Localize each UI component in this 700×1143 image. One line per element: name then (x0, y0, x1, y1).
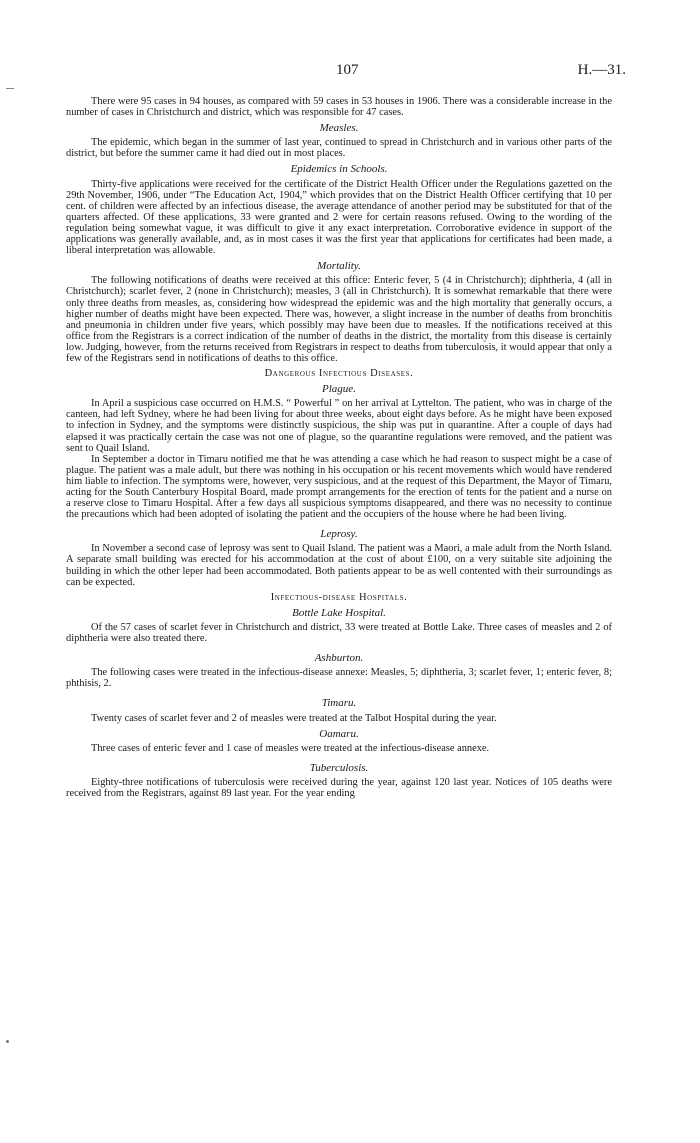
paragraph: In November a second case of leprosy was sent to Quail Island. The patient was a Maori, a male adult from the North Island. A separate small building was erected for his accommodation at the cost of about £100, on a very suitable site adjoining the building in which the other leper had been accommodated. Both patients appear to be as well contented with their surroundings as can be expected. (66, 543, 612, 588)
paragraph: The following cases were treated in the infectious-disease annexe: Measles, 5; diphtheria, 3; scarlet fever, 1; enteric fever, 8; phthisis, 2. (66, 667, 612, 690)
section-heading-measles: Measles. (319, 122, 359, 135)
paragraph: The epidemic, which began in the summer of last year, continued to spread in Christchurch and in various other parts of the district, but before the summer came it had died out in most places. (66, 137, 612, 160)
section-heading-plague: Plague. (322, 383, 356, 396)
section-heading-tuberculosis: Tuberculosis. (309, 761, 369, 774)
margin-mark (6, 88, 14, 89)
document-reference: H.—31. (577, 62, 626, 78)
paragraph: The following notifications of deaths were received at this office: Enteric fever, 5 (4 in Christchurch); diphtheria, 4 (all in Christchurch); scarlet fever, 2 (none in Christchurch); measles, 3 (all in Christchurch). It is somewhat remarkable that there were only three deaths from measles, as, considering how widespread the epidemic was and the high mortality that generally occurs, a higher number of deaths might have been expected. There was, however, a slight increase in the number of deaths from bronchitis and pneumonia in children under five years, which possibly may have been due to measles. If the notifications received at this office from the Registrars is a correct indication of the number of deaths in the district, the mortality from this disease is certainly low. Judging, however, from the returns received from Registrars in respect to deaths from tuberculosis, it would appear that only a few of the Registrars send in notifications of deaths to this office. (66, 275, 612, 364)
document-body (66, 96, 612, 799)
section-heading-hospitals: Infectious-disease Hospitals. (270, 591, 408, 603)
paragraph: There were 95 cases in 94 houses, as compared with 59 cases in 53 houses in 1906. There was a considerable increase in the number of cases in Christchurch and district, which was responsible for 47 cases. (66, 96, 612, 119)
section-heading-timaru: Timaru. (321, 697, 357, 710)
section-heading-epidemics-in-schools: Epidemics in Schools. (290, 163, 388, 176)
section-heading-dangerous-diseases: Dangerous Infectious Diseases. (264, 368, 414, 380)
margin-dot (6, 1040, 9, 1043)
paragraph: Of the 57 cases of scarlet fever in Christchurch and district, 33 were treated at Bottle Lake. Three cases of measles and 2 of diphtheria were also treated there. (66, 621, 612, 645)
section-heading-leprosy: Leprosy. (320, 528, 358, 541)
section-heading-oamaru: Oamaru. (319, 727, 359, 740)
section-heading-ashburton: Ashburton. (314, 652, 364, 665)
paragraph: Twenty cases of scarlet fever and 2 of measles were treated at the Talbot Hospital during the year. (91, 712, 497, 724)
paragraph: Three cases of enteric fever and 1 case of measles were treated at the infectious-disease annexe. (91, 742, 490, 754)
section-heading-mortality: Mortality. (317, 260, 361, 273)
page-number: 107 (336, 62, 359, 78)
paragraph: Thirty-five applications were received for the certificate of the District Health Officer under the Regulations gazetted on the 29th November, 1906, under “The Education Act, 1904,” which provides that on the District Health Officer certifying that 10 per cent. of children were affected by an infectious disease, the average attendance of another period may be substituted for that of the quarters affected. Of these applications, 33 were granted and 2 were for certain reasons refused. Owing to the wording of the regulation being somewhat vague, it was difficult to give it any exact interpretation. Corroborative evidence in support of the applications was generally available, and, as in most cases it was the first year that applications for certificates had been made, a liberal interpretation was allowable. (66, 178, 612, 257)
paragraph: Eighty-three notifications of tuberculosis were received during the year, against 120 last year. Notices of 105 deaths were received from the Registrars, against 89 last year. For the year ending (66, 776, 612, 799)
paragraph: In April a suspicious case occurred on H.M.S. “ Powerful ” on her arrival at Lyttelton. The patient, who was in charge of the canteen, had left Sydney, where he had been living for about three weeks, about eight days before. As he might have been exposed to infection in Sydney, and the symptoms were distinctly suspicious, the ship was put in quarantine. After a couple of days had elapsed it was practically certain the case was not one of plague, so the quarantine regulations were removed, and the patient was sent to Quail Island. (66, 398, 612, 454)
page-header (0, 62, 700, 82)
paragraph: In September a doctor in Timaru notified me that he was attending a case which he had reason to suspect might be a case of plague. The patient was a male adult, but there was nothing in his occupation or his recent movements which would have rendered him liable to infection. The symptoms were, however, very suspicious, and at the request of this Department, the Mayor of Timaru, acting for the South Canterbury Hospital Board, made prompt arrangements for the erection of tents for the patient and a nurse on a reserve close to Timaru Hospital. After a few days all suspicious symptoms disappeared, and there was no necessity to continue the precautions which had been adopted of isolating the patient and the occupiers of the house where he had been living. (66, 453, 612, 521)
section-heading-bottle-lake: Bottle Lake Hospital. (292, 606, 386, 619)
